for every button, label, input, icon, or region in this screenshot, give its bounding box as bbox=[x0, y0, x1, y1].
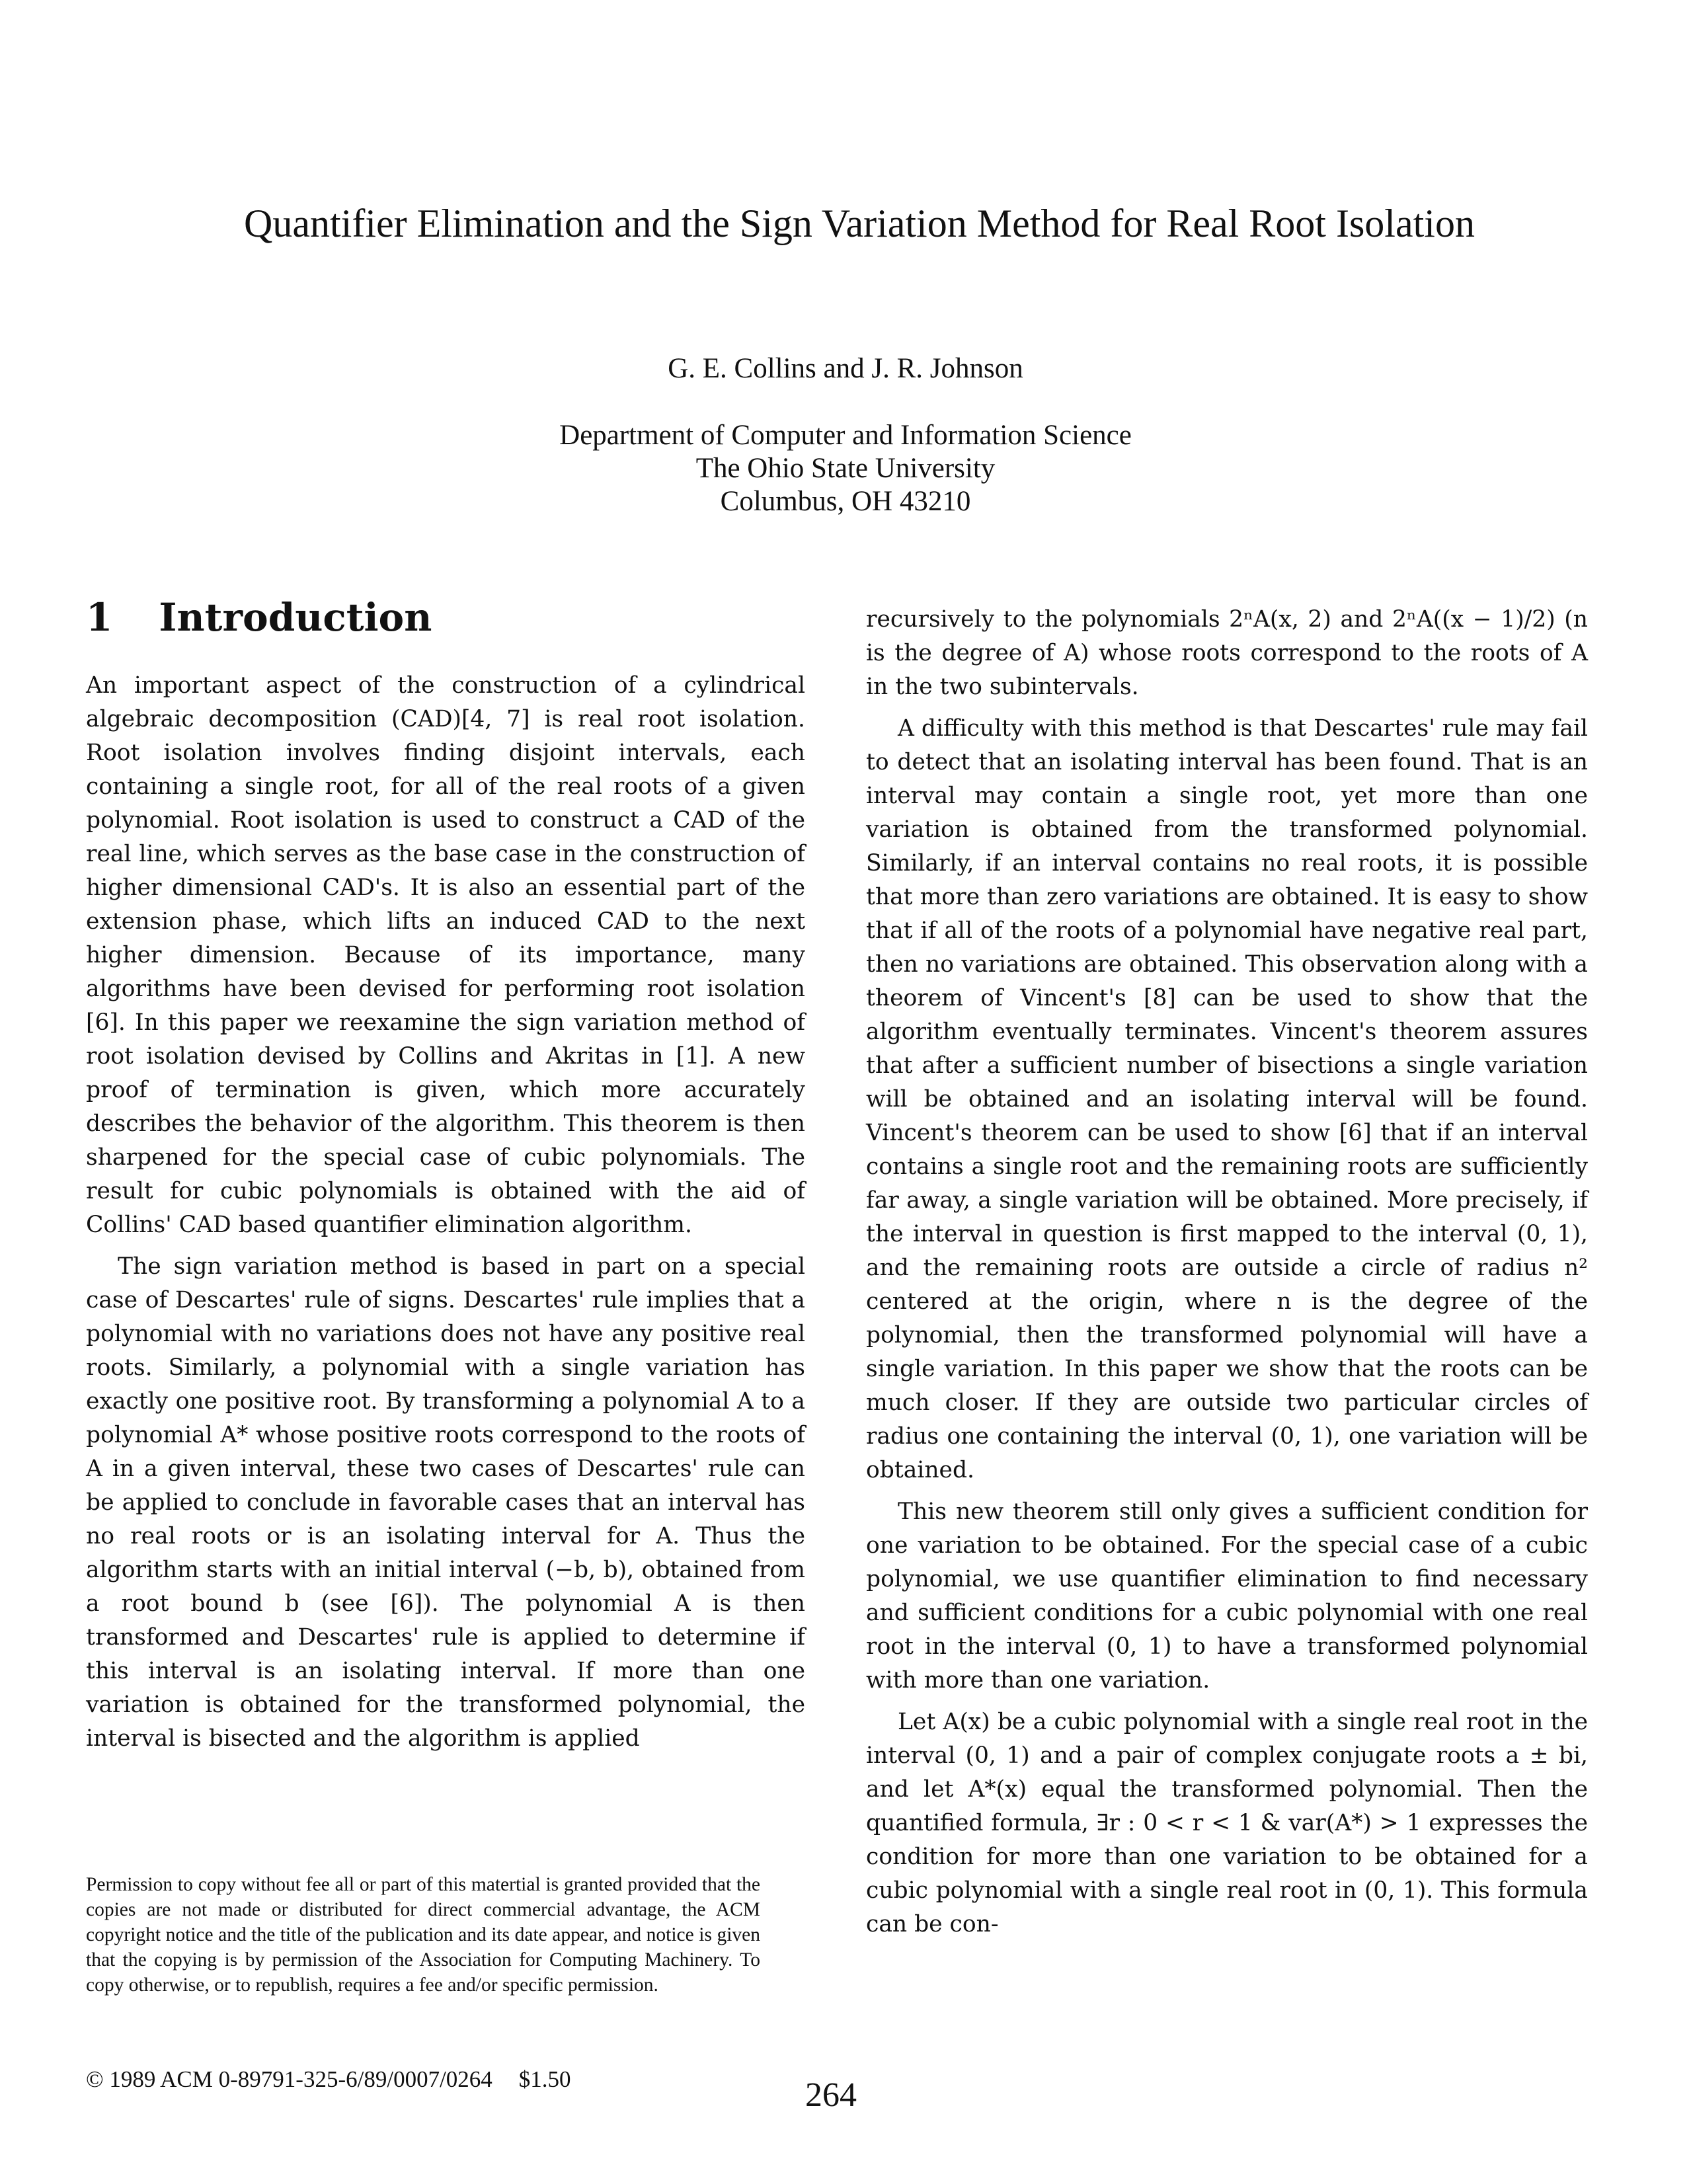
right-column bbox=[866, 603, 1588, 1949]
affiliation-city: Columbus, OH 43210 bbox=[720, 486, 971, 517]
paragraph: A difficulty with this method is that Descartes' rule may fail to detect that an isolating interval has been found. That is an interval may contain a single root, yet more than one variation is obtained from the transformed polynomial. Similarly, if an interval contains no real roots, it is possible that more than zero variations are obtained. It is easy to show that if all of the roots of a polynomial have negative real part, then no variations are obtained. This observation along with a theorem of Vincent's [8] can be used to show that the algorithm eventually terminates. Vincent's theorem assures that after a sufficient number of bisections a single variation will be obtained and an isolating interval will be found. Vincent's theorem can be used to show [6] that if an interval contains a single root and the remaining roots are sufficiently far away, a single variation will be obtained. More precisely, if the interval in question is first mapped to the interval (0, 1), and the remaining roots are outside a circle of radius n² centered at the origin, where n is the degree of the polynomial, then the transformed polynomial will have a single variation. In this paper we show that the roots can be much closer. If they are outside two particular circles of radius one containing the interval (0, 1), one variation will be obtained. bbox=[866, 715, 1588, 1483]
authors: G. E. Collins and J. R. Johnson bbox=[668, 353, 1023, 384]
affiliation-university: The Ohio State University bbox=[695, 453, 996, 484]
section-title: Introduction bbox=[159, 595, 432, 640]
left-column bbox=[86, 669, 805, 1764]
affiliation bbox=[0, 419, 1691, 518]
section-heading bbox=[86, 595, 432, 640]
copyright-line bbox=[86, 2066, 571, 2093]
paper-title: Quantifier Elimination and the Sign Variation Method for Real Root Isolation bbox=[244, 202, 1475, 245]
paragraph: An important aspect of the construction of a cylindrical algebraic decomposition (CAD)[4, 7] is real root isolation. Root isolation involves finding disjoint intervals, each containing a single root, for all of the real roots of a given polynomial. Root isolation is used to construct a CAD of the real line, which serves as the base case in the construction of higher dimensional CAD's. It is also an essential part of the extension phase, which lifts an induced CAD to the next higher dimension. Because of its importance, many algorithms have been devised for performing root isolation [6]. In this paper we reexamine the sign variation method of root isolation devised by Collins and Akritas in [1]. A new proof of termination is given, which more accurately describes the behavior of the algorithm. This theorem is then sharpened for the special case of cubic polynomials. The result for cubic polynomials is obtained with the aid of Collins' CAD based quantifier elimination algorithm. bbox=[86, 672, 805, 1238]
copyright-text: © 1989 ACM 0-89791-325-6/89/0007/0264 bbox=[86, 2066, 492, 2092]
price: $1.50 bbox=[518, 2066, 571, 2092]
paragraph: This new theorem still only gives a sufficient condition for one variation to be obtained. For the special case of a cubic polynomial, we use quantifier elimination to find necessary and sufficient conditions for a cubic polynomial with one real root in the interval (0, 1) to have a transformed polynomial with more than one variation. bbox=[866, 1499, 1588, 1694]
permission-footnote: Permission to copy without fee all or part of this matertial is granted provided that the copies are not made or distributed for direct commercial advantage, the ACM copyright notice and the title of the publication and its date appear, and notice is given that the copying is by permission of the Association for Computing Machinery. To copy otherwise, or to republish, requires a fee and/or specific permission. bbox=[86, 1874, 760, 1996]
paragraph: The sign variation method is based in part on a special case of Descartes' rule of signs. Descartes' rule implies that a polynomial with no variations does not have any positive real roots. Similarly, a polynomial with a single variation has exactly one positive root. By transforming a polynomial A to a polynomial A* whose positive roots correspond to the roots of A in a given interval, these two cases of Descartes' rule can be applied to conclude in favorable cases that an interval has no real roots or is an isolating interval for A. Thus the algorithm starts with an initial interval (−b, b), obtained from a root bound b (see [6]). The polynomial A is then transformed and Descartes' rule is applied to determine if this interval is an isolating interval. If more than one variation is obtained for the transformed polynomial, the interval is bisected and the algorithm is applied bbox=[86, 1253, 805, 1752]
affiliation-department: Department of Computer and Information Science bbox=[559, 420, 1132, 451]
page-number: 264 bbox=[805, 2076, 857, 2114]
section-number: 1 bbox=[86, 595, 113, 640]
paragraph: Let A(x) be a cubic polynomial with a single real root in the interval (0, 1) and a pair of complex conjugate roots a ± bi, and let A*(x) equal the transformed polynomial. Then the quantified formula, ∃r : 0 < r < 1 & var(A*) > 1 expresses the condition for more than one variation to be obtained for a cubic polynomial with a single real root in (0, 1). This formula can be con- bbox=[866, 1709, 1588, 1937]
paragraph: recursively to the polynomials 2ⁿA(x, 2) and 2ⁿA((x − 1)/2) (n is the degree of A) whose roots correspond to the roots of A in the two subintervals. bbox=[866, 606, 1588, 700]
